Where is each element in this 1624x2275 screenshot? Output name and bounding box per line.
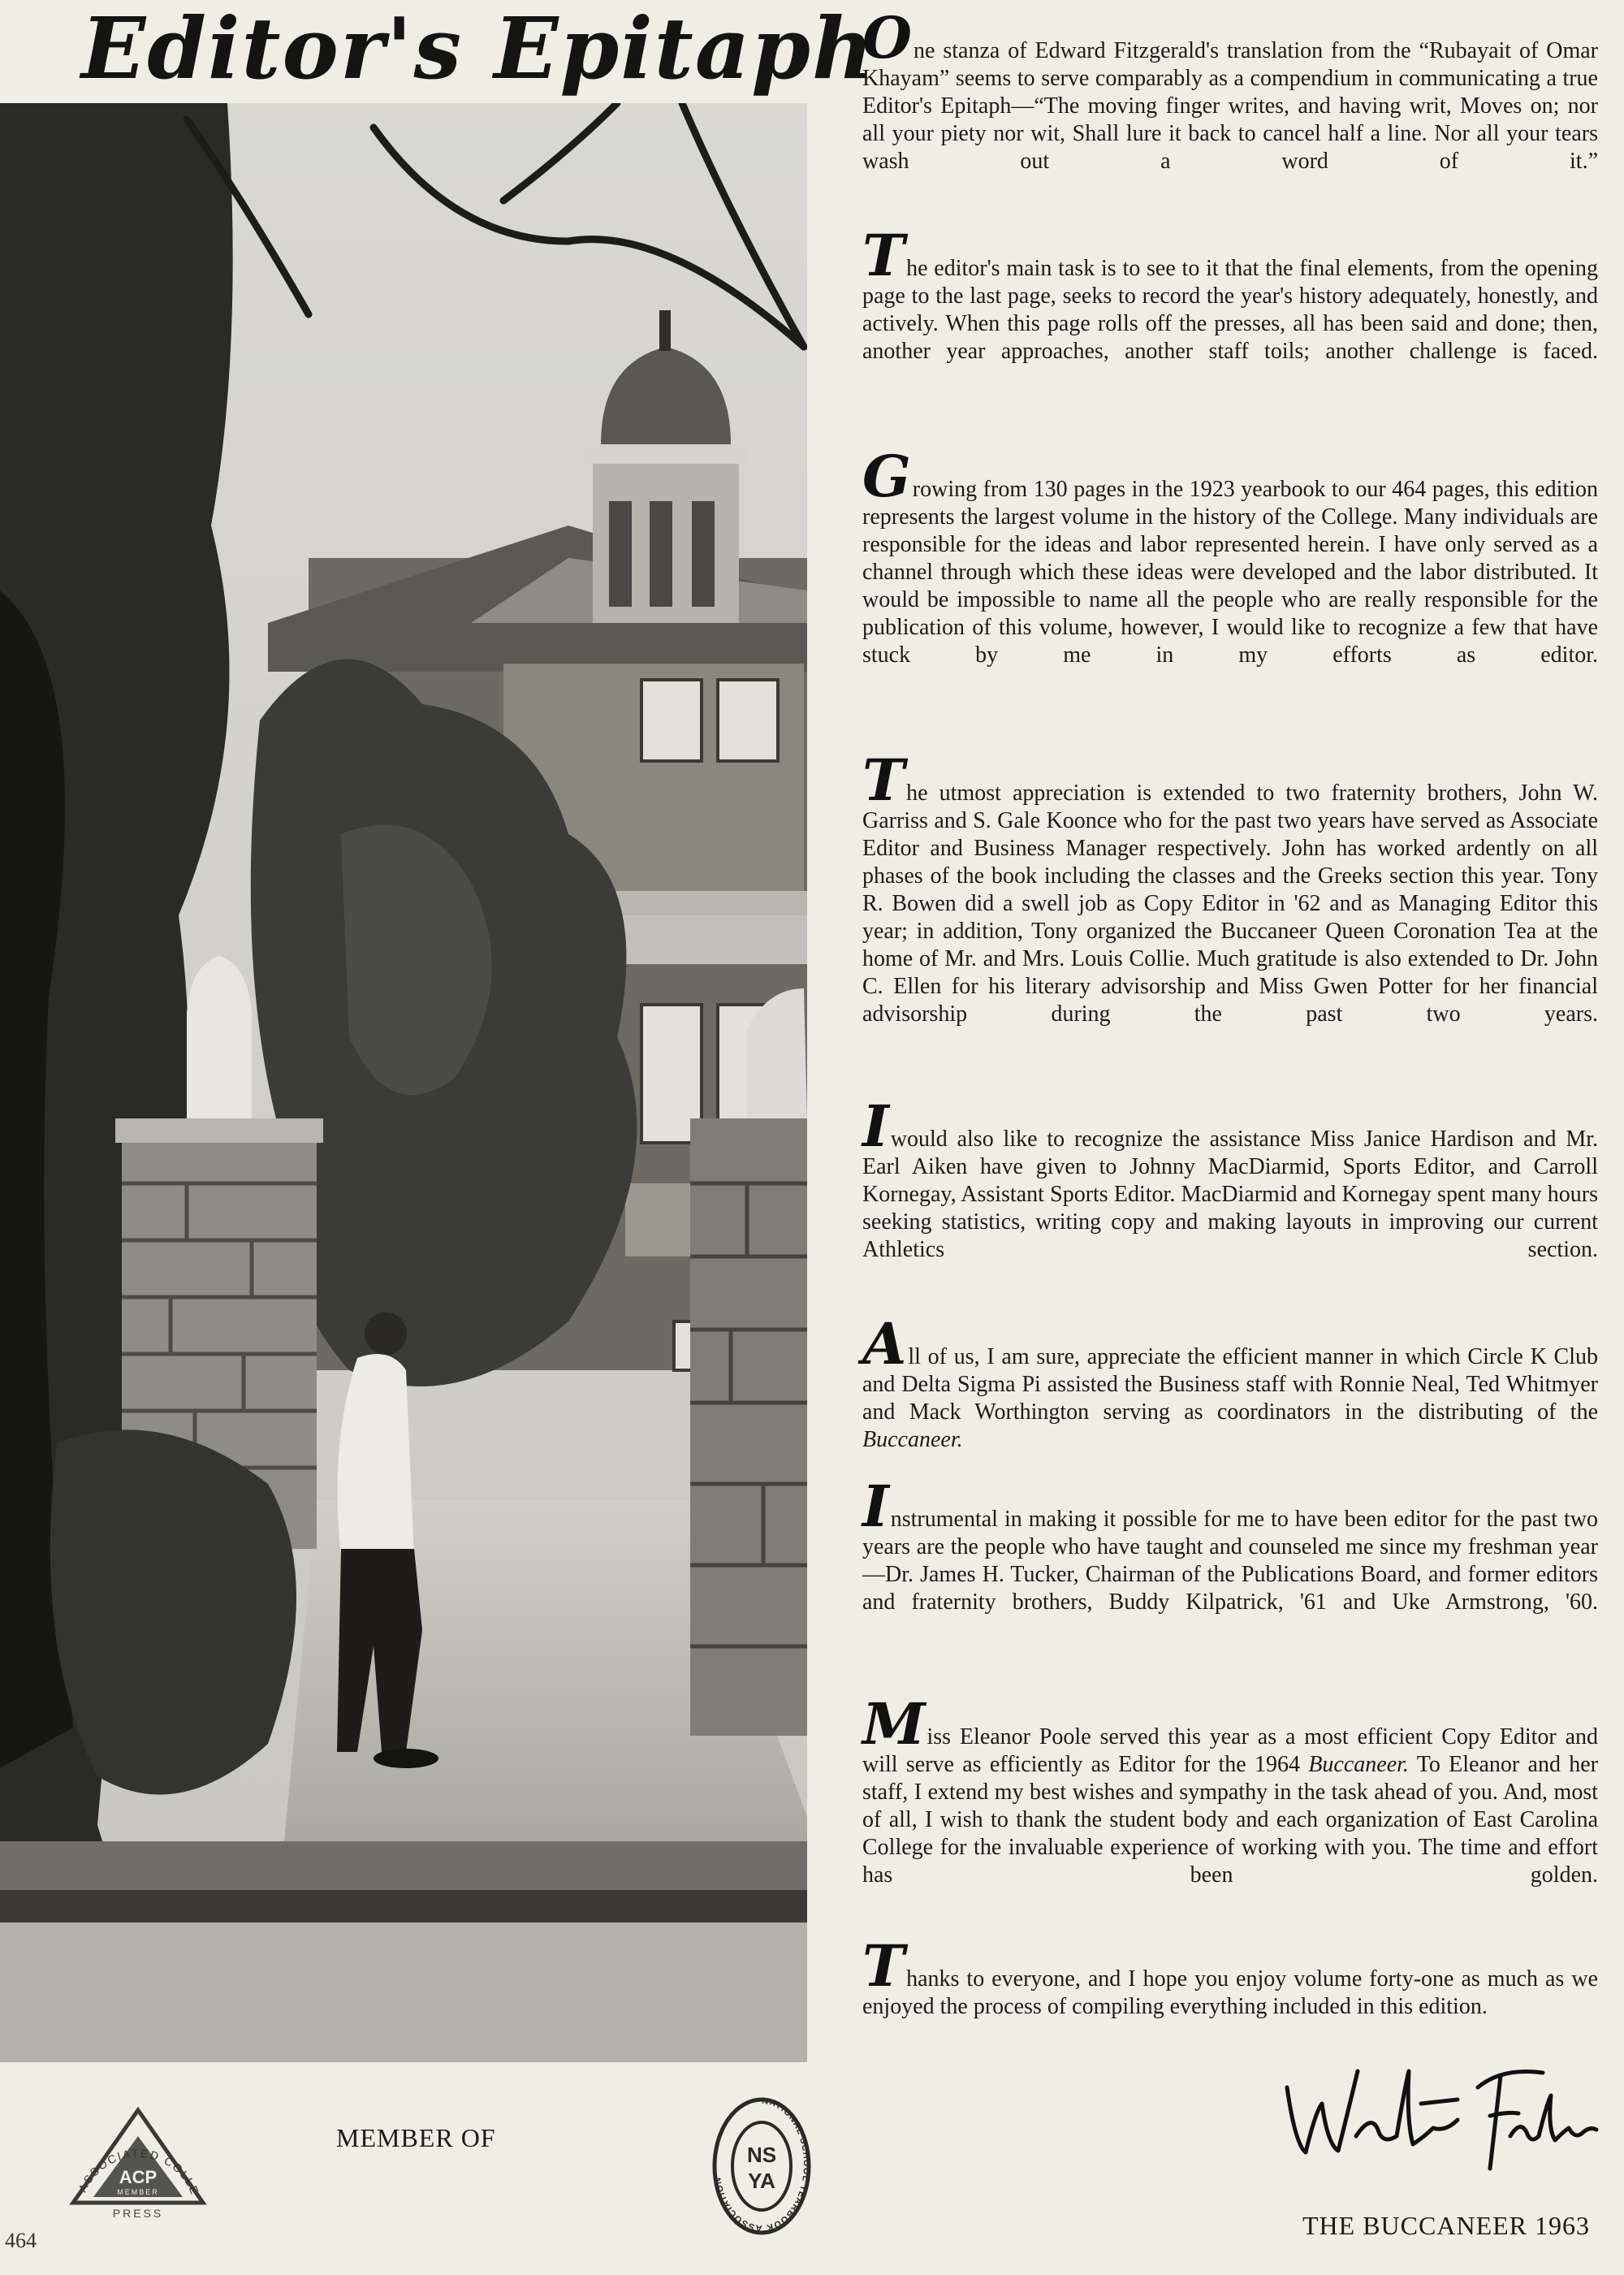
svg-text:NS: NS — [746, 2143, 777, 2167]
editor-signature — [1283, 2055, 1600, 2177]
svg-text:PRESS: PRESS — [112, 2207, 164, 2220]
nsya-seal — [711, 2096, 812, 2237]
svg-text:ASSOCIATED COLLEGIATE: ASSOCIATED COLLE — [76, 2146, 202, 2198]
paragraph-9: Thanks to everyone, and I hope you enjoy volume forty-one as much as we enjoyed the process of compiling everything included in this edition. — [862, 1932, 1598, 2019]
svg-text:NATIONAL SCHOOL YEARBOOK ASSOC: NATIONAL SCHOOL YEARBOOK ASSOCIATION — [713, 2096, 812, 2234]
page-number: 464 — [5, 2229, 37, 2252]
paragraph-6: All of us, I am sure, appreciate the efficient manner in which Circle K Club and Delta Sigma Pi assisted the Business staff with Ronnie Neal, Ted Whitmyer and Mack Worthington serving as coordinators in the distributing of the Buccaneer. — [862, 1310, 1598, 1452]
svg-text:ACP: ACP — [119, 2167, 158, 2187]
page-title: Editor's Epitaph — [81, 0, 875, 98]
paragraph-4: The utmost appreciation is extended to two fraternity brothers, John W. Garriss and S. Gale Koonce who for the past two years have served as Associate Editor and Business Manager respectively. John has worked ardently on all phases of the book including the classes and the Greeks section this year. Tony R. Bowen did a swell job as Copy Editor in '62 and as Managing Editor this year; in addition, Tony organized the Buccaneer Queen Coronation Tea at the home of Mr. and Mrs. Louis Collie. Much gratitude is also extended to Dr. John C. Ellen for his literary advisorship and Miss Gwen Potter for her financial advisorship during the past two years. — [862, 746, 1598, 1027]
paragraph-7: Instrumental in making it possible for me to have been editor for the past two years are the people who have taught and counseled me since my freshman year—Dr. James H. Tucker, Chairman of the Publications Board, and former editors and fraternity brothers, Buddy Kilpatrick, '61 and Uke Armstrong, '60. — [862, 1473, 1598, 1615]
paragraph-1: One stanza of Edward Fitzgerald's translation from the “Rubayait of Omar Khayam” seems to serve comparably as a compendium in communicating a true Editor's Epitaph—“The moving finger writes, and having writ, Moves on; nor all your piety nor wit, Shall lure it back to cancel half a line. Nor all your tears wash out a word of it.” — [862, 4, 1598, 174]
paragraph-3: Growing from 130 pages in the 1923 yearbook to our 464 pages, this edition represents the largest volume in the history of the College. Many individuals are responsible for the ideas and labor represented herein. I have only served as a channel through which these ideas were developed and the labor distributed. It would be impossible to name all the people who are really responsible for the publication of this volume, however, I would like to recognize a few that have stuck by me in my efforts as editor. — [862, 443, 1598, 668]
paragraph-8: Miss Eleanor Poole served this year as a most efficient Copy Editor and will serve as efficiently as Editor for the 1964 Buccaneer. To Eleanor and her staff, I extend my best wishes and sympathy in the task ahead of you. And, most of all, I wish to thank the student body and each organization of East Carolina College for the invaluable experience of working with you. The time and effort has been golden. — [862, 1690, 1599, 1888]
publication-footer: THE BUCCANEER 1963 — [1302, 2211, 1590, 2240]
member-of-label: MEMBER OF — [336, 2123, 496, 2152]
svg-text:YA: YA — [748, 2169, 775, 2193]
acp-member-badge — [65, 2104, 211, 2225]
svg-text:MEMBER: MEMBER — [117, 2188, 159, 2196]
paragraph-2: The editor's main task is to see to it that the final elements, from the opening page to the last page, seeks to record the year's history adequately, honestly, and actively. When this page rolls off the presses, all has been said and done; then, another year approaches, another staff toils; another challenge is faced. — [862, 222, 1598, 364]
campus-photo — [0, 103, 807, 2062]
paragraph-5: Iwould also like to recognize the assistance Miss Janice Hardison and Mr. Earl Aiken have given to Johnny MacDiarmid, Sports Editor, and Carroll Kornegay, Assistant Sports Editor. MacDiarmid and Kornegay spent many hours seeking statistics, writing copy and making layouts in improving our current Athletics section. — [862, 1092, 1598, 1262]
